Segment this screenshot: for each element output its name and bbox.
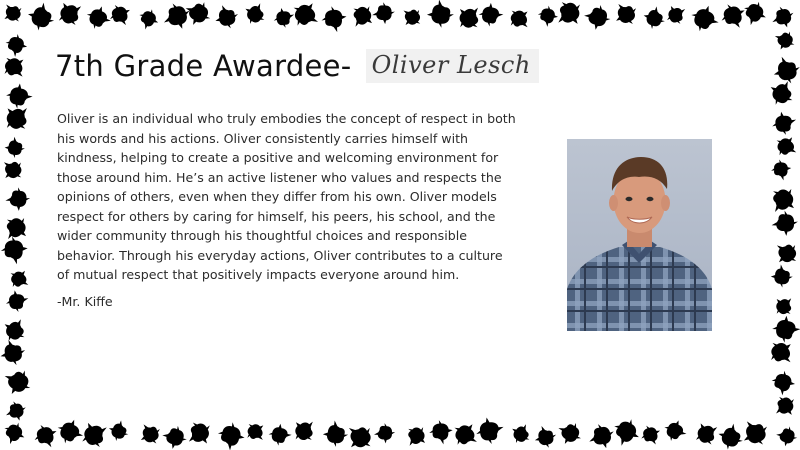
ink-splat-icon <box>774 297 794 317</box>
ink-splat-icon <box>243 2 268 27</box>
awardee-name: Oliver Lesch <box>366 49 539 83</box>
ink-splat-icon <box>347 423 374 450</box>
ink-splat-icon <box>769 369 797 397</box>
ink-splat-icon <box>616 4 636 24</box>
ink-splat-icon <box>273 7 295 29</box>
ink-splat-icon <box>373 421 396 444</box>
ink-splat-icon <box>744 421 767 444</box>
ink-splat-icon <box>557 420 584 447</box>
ink-splat-icon <box>350 3 375 28</box>
ink-splat-icon <box>85 4 113 32</box>
ink-splat-icon <box>425 0 456 30</box>
ink-splat-icon <box>246 423 264 441</box>
ink-splat-icon <box>696 423 718 445</box>
ink-splat-icon <box>769 264 794 289</box>
ink-splat-icon <box>405 425 428 448</box>
ink-splat-icon <box>6 400 27 421</box>
ink-splat-icon <box>773 29 796 52</box>
ink-splat-icon <box>509 9 530 30</box>
ink-splat-icon <box>610 416 641 447</box>
ink-splat-icon <box>536 4 560 28</box>
ink-splat-icon <box>163 3 190 30</box>
ink-splat-icon <box>1 420 26 445</box>
ink-splat-icon <box>772 6 794 28</box>
ink-splat-icon <box>3 32 29 58</box>
ink-splat-icon <box>774 135 798 159</box>
ink-splat-icon <box>775 396 794 415</box>
ink-splat-icon <box>589 423 615 449</box>
ink-splat-icon <box>4 185 31 212</box>
ink-splat-icon <box>215 420 247 450</box>
ink-splat-icon <box>293 420 316 443</box>
ink-splat-icon <box>769 341 792 364</box>
ink-splat-icon <box>3 57 24 78</box>
ink-splat-icon <box>775 241 799 265</box>
award-description: Oliver is an individual who truly embodies the concept of respect in both his words and his actions. Oliver consistently carries himself with kindness, helping to create a positive and welcoming environment for those around him. He’s an active listener who values and respects the opinions of others, even when they differ from his own. Oliver models respect for others by caring for himself, his peers, his school, and the wider community through his thoughtful choices and responsible behavior. Through his everyday actions, Oliver contributes to a culture of mutual respect that positively impacts everyone around him. <box>57 111 516 282</box>
signature: -Mr. Kiffe <box>57 294 113 309</box>
ink-splat-icon <box>5 5 22 22</box>
ink-splat-icon <box>557 1 581 25</box>
ink-splat-icon <box>110 5 131 26</box>
ink-splat-icon <box>769 186 797 214</box>
ink-splat-icon <box>290 0 320 30</box>
ink-splat-icon <box>59 3 82 26</box>
ink-splat-icon <box>741 0 768 27</box>
ink-splat-icon <box>26 1 58 33</box>
ink-splat-icon <box>768 79 796 107</box>
ink-splat-icon <box>770 314 800 346</box>
ink-splat-icon <box>320 5 348 33</box>
ink-splat-icon <box>477 1 505 29</box>
ink-splat-icon <box>215 5 239 29</box>
ink-splat-icon <box>2 317 28 343</box>
ink-splat-icon <box>667 6 685 24</box>
ink-splat-icon <box>689 3 721 35</box>
ink-splat-icon <box>770 158 793 181</box>
ink-splat-icon <box>402 7 423 28</box>
ink-splat-icon <box>771 209 800 238</box>
ink-splat-icon <box>0 235 29 265</box>
ink-splat-icon <box>510 423 533 446</box>
ink-splat-icon <box>82 422 107 447</box>
ink-splat-icon <box>2 159 24 181</box>
ink-splat-icon <box>642 5 668 31</box>
ink-splat-icon <box>0 339 26 366</box>
ink-splat-icon <box>267 422 293 448</box>
ink-splat-icon <box>716 422 746 450</box>
ink-splat-icon <box>773 56 800 84</box>
ink-splat-icon <box>8 268 30 290</box>
ink-splat-icon <box>427 419 453 445</box>
ink-splat-icon <box>34 424 57 447</box>
ink-splat-icon <box>662 418 688 444</box>
ink-splat-icon <box>4 81 34 111</box>
ink-splat-icon <box>5 289 29 313</box>
ink-splat-icon <box>189 422 211 444</box>
ink-splat-icon <box>141 424 160 443</box>
ink-splat-icon <box>452 421 479 448</box>
ink-splat-icon <box>3 215 29 241</box>
ink-splat-icon <box>3 136 27 160</box>
ink-splat-icon <box>4 106 30 132</box>
ink-splat-icon <box>475 416 504 445</box>
student-portrait-photo <box>567 139 712 331</box>
award-heading <box>55 46 539 86</box>
award-title: 7th Grade Awardee- <box>55 49 352 83</box>
ink-splat-icon <box>3 366 34 397</box>
ink-splat-icon <box>107 419 131 443</box>
ink-splat-icon <box>771 111 797 137</box>
ink-splat-icon <box>583 2 613 32</box>
ink-splat-icon <box>137 7 161 31</box>
ink-splat-icon <box>641 425 661 445</box>
ink-splat-icon <box>321 419 350 448</box>
ink-splat-icon <box>534 425 557 448</box>
ink-splat-icon <box>775 424 799 448</box>
ink-splat-icon <box>161 423 189 450</box>
ink-splat-icon <box>55 417 85 447</box>
ink-splat-icon <box>721 4 745 28</box>
ink-splat-icon <box>371 1 396 26</box>
ink-splat-icon <box>184 0 213 28</box>
ink-splat-icon <box>457 6 482 31</box>
